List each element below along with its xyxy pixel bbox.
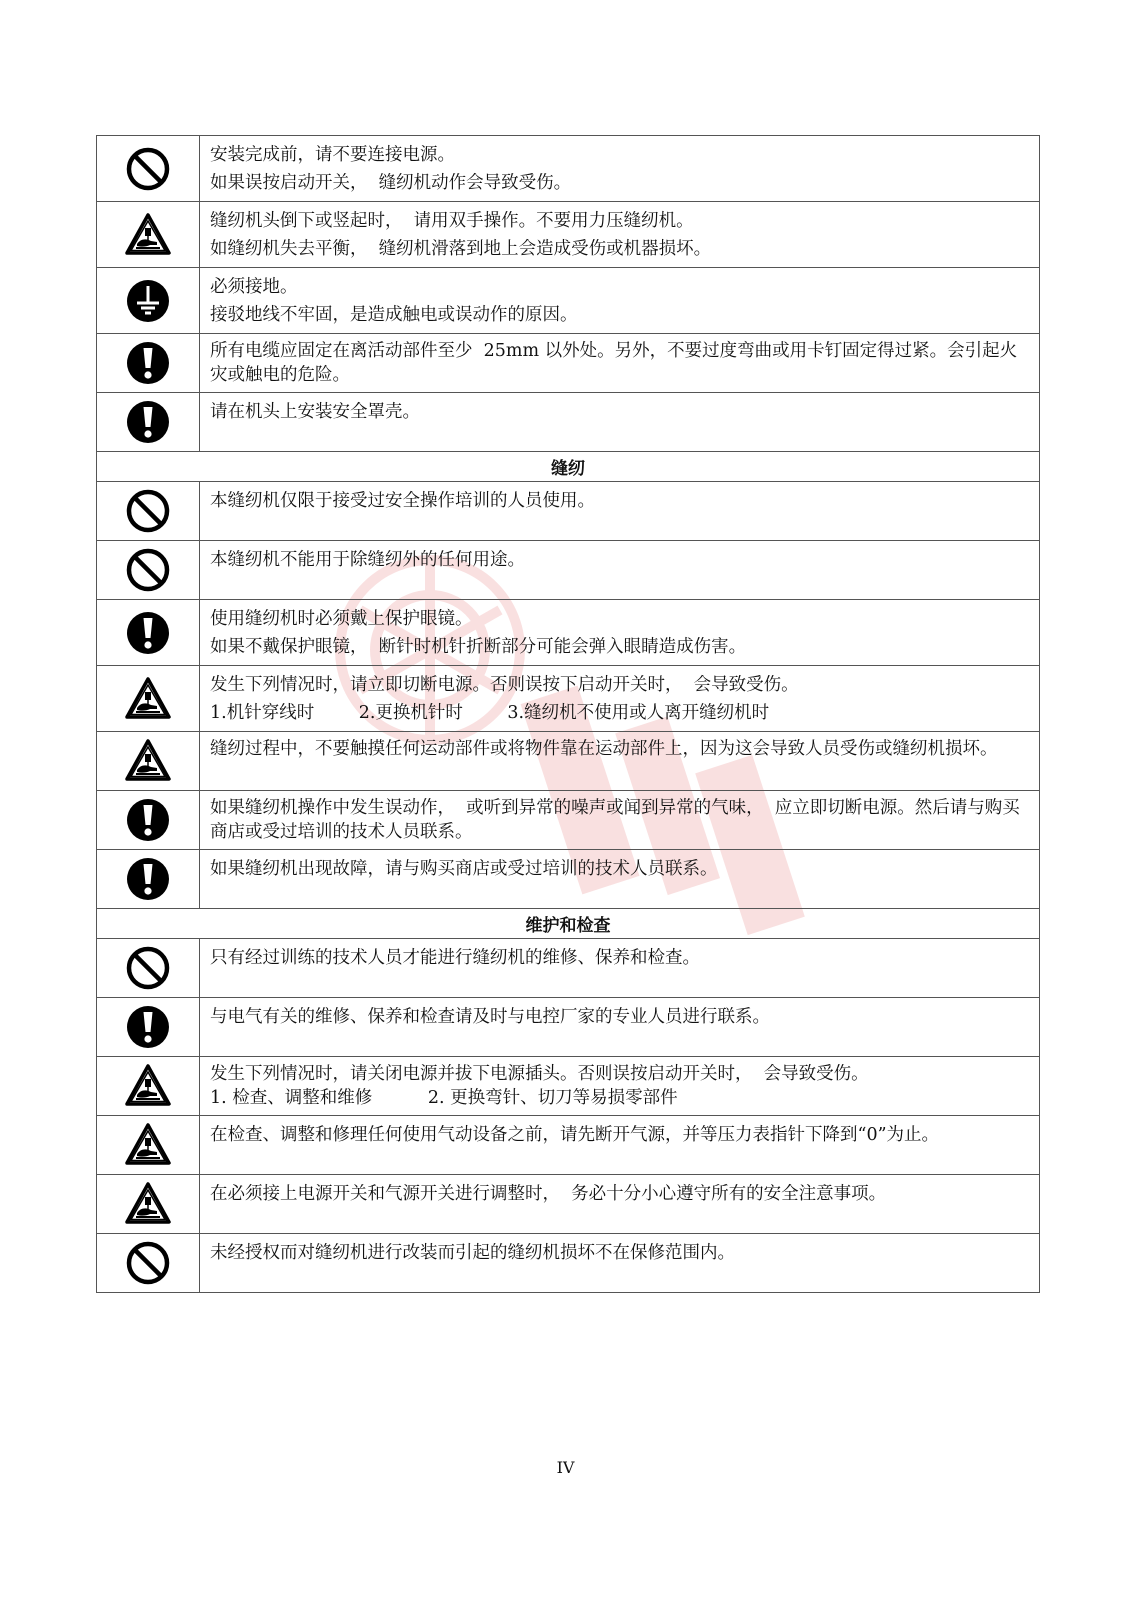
instruction-line: 如缝纫机失去平衡， 缝纫机滑落到地上会造成受伤或机器损坏。 [210,239,712,259]
safety-item-row [97,666,1040,732]
hand-caution-icon [124,675,172,723]
icon-cell [97,1057,200,1116]
instruction-text [200,393,1040,452]
hand-caution-icon [124,1062,172,1110]
mandatory-icon [124,855,172,903]
icon-cell [97,334,200,393]
hand-caution-icon [124,737,172,785]
safety-item-row [97,136,1040,202]
instruction-text [200,482,1040,541]
safety-table [96,135,1040,1293]
ground-icon [124,277,172,325]
icon-cell [97,136,200,202]
safety-item-row [97,1234,1040,1293]
instruction-text [200,334,1040,393]
safety-item-row [97,600,1040,666]
safety-item-row [97,939,1040,998]
instruction-line: 本缝纫机仅限于接受过安全操作培训的人员使用。 [210,491,595,511]
hand-caution-icon [124,1180,172,1228]
instruction-line: 1. 检查、调整和维修 2. 更换弯针、切刀等易损零部件 [210,1088,678,1108]
safety-item-row [97,482,1040,541]
instruction-line: 必须接地。 [210,277,298,297]
page-number: IV [556,1458,575,1477]
instruction-line: 如果误按启动开关， 缝纫机动作会导致受伤。 [210,173,572,193]
instruction-line: 与电气有关的维修、保养和检查请及时与电控厂家的专业人员进行联系。 [210,1007,770,1027]
instruction-line: 如果缝纫机操作中发生误动作， 或听到异常的噪声或闻到异常的气味， 应立即切断电源。然后请与购买商店或受过培训的技术人员联系。 [210,798,1020,842]
mandatory-icon [124,339,172,387]
safety-item-row [97,1057,1040,1116]
instruction-text [200,1116,1040,1175]
instruction-text [200,268,1040,334]
instruction-line: 1.机针穿线时 2.更换机针时 3.缝纫机不使用或人离开缝纫机时 [210,703,770,723]
instruction-line: 所有电缆应固定在离活动部件至少 25mm 以外处。另外，不要过度弯曲或用卡钉固定得过紧。会引起火灾或触电的危险。 [210,341,1018,385]
instruction-text [200,666,1040,732]
prohibition-icon [124,546,172,594]
instruction-text [200,136,1040,202]
instruction-line: 在必须接上电源开关和气源开关进行调整时， 务必十分小心遵守所有的安全注意事项。 [210,1184,887,1204]
mandatory-icon [124,398,172,446]
icon-cell [97,268,200,334]
prohibition-icon [124,1239,172,1287]
instruction-line: 本缝纫机不能用于除缝纫外的任何用途。 [210,550,525,570]
instruction-text [200,1057,1040,1116]
safety-item-row [97,334,1040,393]
mandatory-icon [124,1003,172,1051]
safety-item-row [97,202,1040,268]
section-row [97,909,1040,939]
safety-item-row [97,1175,1040,1234]
prohibition-icon [124,487,172,535]
instruction-line: 接驳地线不牢固，是造成触电或误动作的原因。 [210,305,578,325]
instruction-text [200,1234,1040,1293]
safety-item-row [97,732,1040,791]
icon-cell [97,541,200,600]
icon-cell [97,1175,200,1234]
mandatory-icon [124,796,172,844]
section-row [97,452,1040,482]
section-title: 缝纫 [97,452,1040,482]
icon-cell [97,202,200,268]
section-title: 维护和检查 [97,909,1040,939]
icon-cell [97,791,200,850]
safety-item-row [97,541,1040,600]
instruction-line: 安装完成前，请不要连接电源。 [210,145,455,165]
instruction-line: 缝纫过程中，不要触摸任何运动部件或将物件靠在运动部件上，因为这会导致人员受伤或缝纫机损坏。 [210,739,998,759]
safety-item-row [97,791,1040,850]
icon-cell [97,1234,200,1293]
instruction-line: 只有经过训练的技术人员才能进行缝纫机的维修、保养和检查。 [210,948,700,968]
prohibition-icon [124,145,172,193]
instruction-line: 发生下列情况时，请关闭电源并拔下电源插头。否则误按启动开关时， 会导致受伤。 [210,1064,869,1084]
icon-cell [97,1116,200,1175]
instruction-text [200,600,1040,666]
safety-item-row [97,998,1040,1057]
safety-item-row [97,850,1040,909]
instruction-text [200,998,1040,1057]
hand-caution-icon [124,211,172,259]
icon-cell [97,998,200,1057]
safety-item-row [97,1116,1040,1175]
instruction-text [200,541,1040,600]
instruction-line: 在检查、调整和修理任何使用气动设备之前，请先断开气源，并等压力表指针下降到“0”为止。 [210,1125,940,1145]
instruction-text [200,791,1040,850]
instruction-line: 缝纫机头倒下或竖起时， 请用双手操作。不要用力压缝纫机。 [210,211,694,231]
hand-caution-icon [124,1121,172,1169]
instruction-line: 如果缝纫机出现故障，请与购买商店或受过培训的技术人员联系。 [210,859,718,879]
instruction-line: 如果不戴保护眼镜， 断针时机针折断部分可能会弹入眼睛造成伤害。 [210,637,747,657]
instruction-line: 使用缝纫机时必须戴上保护眼镜。 [210,609,473,629]
instruction-text [200,202,1040,268]
icon-cell [97,666,200,732]
safety-item-row [97,393,1040,452]
instruction-text [200,1175,1040,1234]
icon-cell [97,732,200,791]
safety-item-row [97,268,1040,334]
icon-cell [97,939,200,998]
prohibition-icon [124,944,172,992]
instruction-text [200,850,1040,909]
instruction-text [200,732,1040,791]
instruction-line: 未经授权而对缝纫机进行改装而引起的缝纫机损坏不在保修范围内。 [210,1243,735,1263]
icon-cell [97,600,200,666]
icon-cell [97,393,200,452]
instruction-line: 发生下列情况时，请立即切断电源。否则误按下启动开关时， 会导致受伤。 [210,675,799,695]
instruction-line: 请在机头上安装安全罩壳。 [210,402,420,422]
instruction-text [200,939,1040,998]
mandatory-icon [124,609,172,657]
icon-cell [97,850,200,909]
icon-cell [97,482,200,541]
